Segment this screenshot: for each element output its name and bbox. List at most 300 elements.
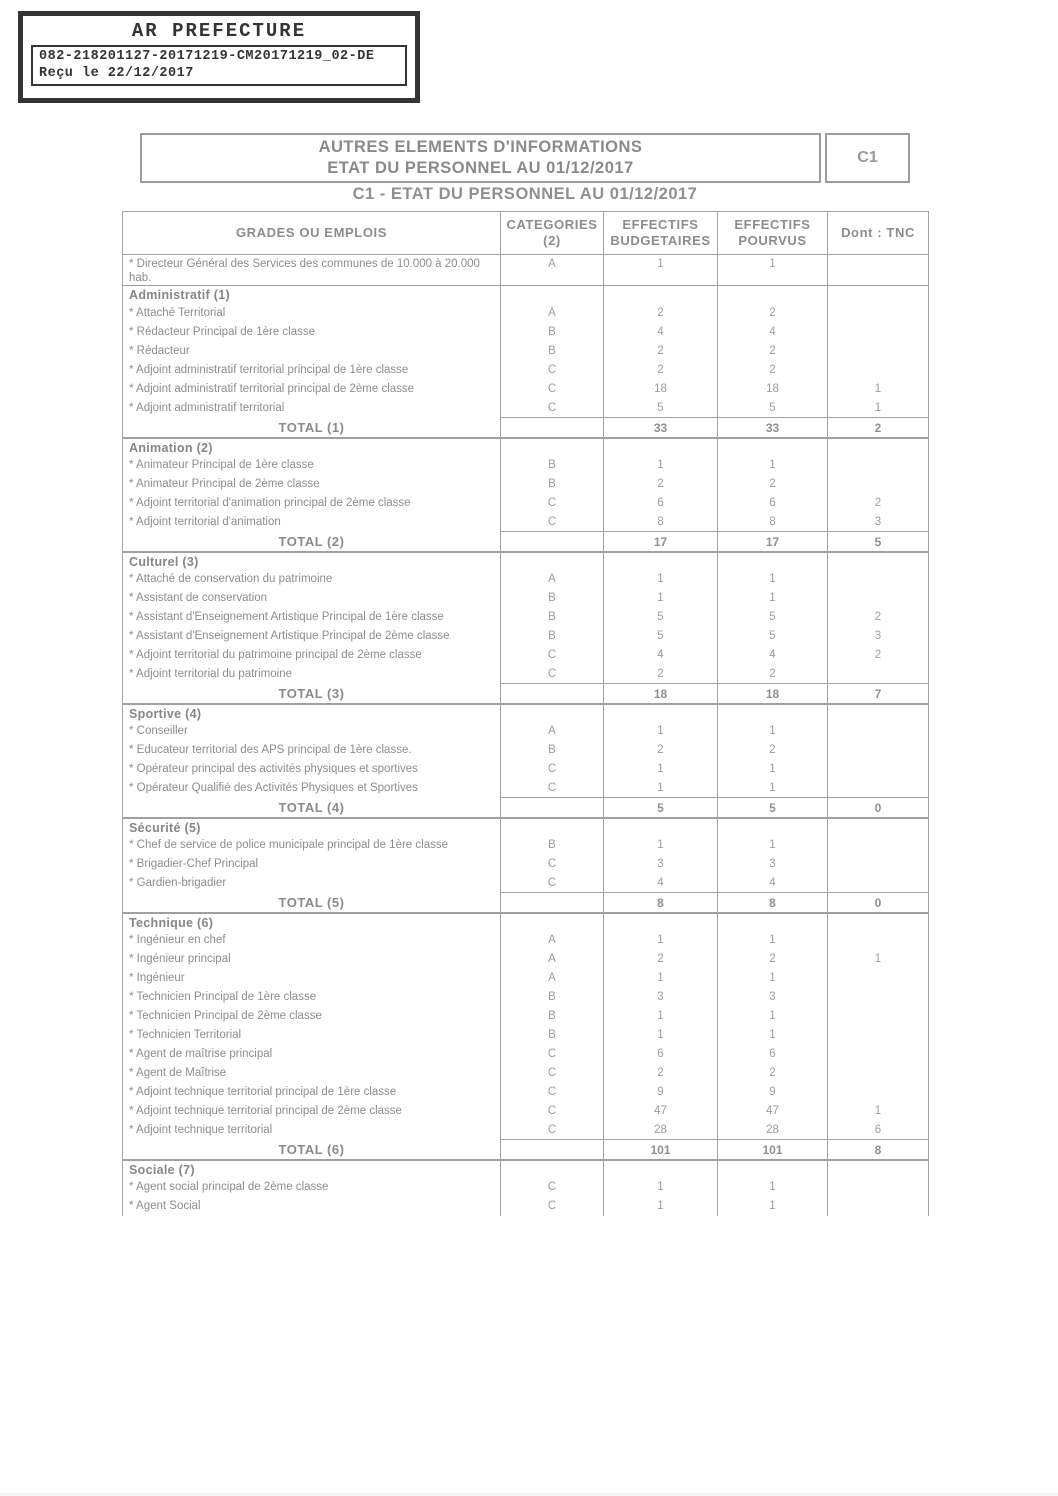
effectifs-budgetaires-value: 6 xyxy=(604,1045,718,1064)
category-value: A xyxy=(501,950,604,969)
empty-pourvus-cell xyxy=(718,438,828,456)
category-value: C xyxy=(501,646,604,665)
total-label: TOTAL (6) xyxy=(123,1140,501,1160)
category-value: C xyxy=(501,1197,604,1216)
effectifs-pourvus-value: 1 xyxy=(718,1197,828,1216)
category-value: C xyxy=(501,513,604,532)
grade-label: * Agent Social xyxy=(123,1197,501,1216)
grade-row xyxy=(123,646,929,665)
effectifs-pourvus-value: 2 xyxy=(718,665,828,684)
grade-row xyxy=(123,874,929,893)
personnel-table xyxy=(122,211,929,1216)
empty-pourvus-cell xyxy=(718,552,828,570)
grade-row xyxy=(123,1178,929,1197)
total-row xyxy=(123,418,929,438)
section-title: Administratif (1) xyxy=(123,286,501,304)
empty-pourvus-cell xyxy=(718,704,828,722)
effectifs-budgetaires-value: 1 xyxy=(604,589,718,608)
total-category-cell xyxy=(501,1140,604,1160)
grade-row xyxy=(123,627,929,646)
grade-label: * Adjoint technique territorial principal de 2ème classe xyxy=(123,1102,501,1121)
stamp-reference: 082-218201127-20171219-CM20171219_02-DE xyxy=(39,49,375,64)
grade-row xyxy=(123,779,929,798)
dont-tnc-value: 1 xyxy=(828,950,929,969)
grade-label: * Rédacteur xyxy=(123,342,501,361)
table-header-row xyxy=(123,212,929,255)
effectifs-budgetaires-value: 1 xyxy=(604,1197,718,1216)
total-budgetaires-value: 17 xyxy=(604,532,718,552)
total-category-cell xyxy=(501,684,604,704)
dont-tnc-value: 6 xyxy=(828,1121,929,1140)
dont-tnc-value xyxy=(828,665,929,684)
effectifs-pourvus-value: 5 xyxy=(718,399,828,418)
dont-tnc-value xyxy=(828,361,929,380)
category-value: C xyxy=(501,1178,604,1197)
empty-tnc-cell xyxy=(828,286,929,304)
grade-row xyxy=(123,475,929,494)
effectifs-budgetaires-value: 1 xyxy=(604,1007,718,1026)
dont-tnc-value xyxy=(828,1026,929,1045)
total-tnc-value: 0 xyxy=(828,798,929,818)
col-header-effectifs-budgetaires: EFFECTIFS BUDGETAIRES xyxy=(604,212,718,255)
category-value: A xyxy=(501,722,604,741)
total-label: TOTAL (3) xyxy=(123,684,501,704)
category-value: B xyxy=(501,988,604,1007)
section-title: Sociale (7) xyxy=(123,1160,501,1178)
grade-row xyxy=(123,988,929,1007)
total-row xyxy=(123,798,929,818)
effectifs-pourvus-value: 2 xyxy=(718,342,828,361)
effectifs-budgetaires-value: 3 xyxy=(604,855,718,874)
section-title: Sportive (4) xyxy=(123,704,501,722)
category-value: B xyxy=(501,1007,604,1026)
effectifs-pourvus-value: 1 xyxy=(718,931,828,950)
total-row xyxy=(123,893,929,913)
grade-row xyxy=(123,1197,929,1216)
section-title: Animation (2) xyxy=(123,438,501,456)
effectifs-pourvus-value: 1 xyxy=(718,760,828,779)
category-value: A xyxy=(501,304,604,323)
category-value: B xyxy=(501,475,604,494)
category-value: C xyxy=(501,361,604,380)
grade-row xyxy=(123,760,929,779)
effectifs-budgetaires-value: 5 xyxy=(604,399,718,418)
dont-tnc-value xyxy=(828,304,929,323)
effectifs-pourvus-value: 2 xyxy=(718,361,828,380)
grade-label: * Technicien Territorial xyxy=(123,1026,501,1045)
effectifs-budgetaires-value: 18 xyxy=(604,380,718,399)
grade-row xyxy=(123,589,929,608)
effectifs-budgetaires-value: 5 xyxy=(604,627,718,646)
effectifs-pourvus-value: 47 xyxy=(718,1102,828,1121)
empty-tnc-cell xyxy=(828,704,929,722)
total-label: TOTAL (1) xyxy=(123,418,501,438)
dont-tnc-value xyxy=(828,570,929,589)
effectifs-budgetaires-value: 1 xyxy=(604,1026,718,1045)
stamp-title: AR PREFECTURE xyxy=(131,20,307,42)
grade-label: * Adjoint territorial du patrimoine xyxy=(123,665,501,684)
grade-label: * Attaché Territorial xyxy=(123,304,501,323)
grade-label: * Assistant d'Enseignement Artistique Principal de 2ème classe xyxy=(123,627,501,646)
effectifs-pourvus-value: 1 xyxy=(718,779,828,798)
effectifs-budgetaires-value: 1 xyxy=(604,779,718,798)
effectifs-pourvus-value: 5 xyxy=(718,608,828,627)
dont-tnc-value: 1 xyxy=(828,1102,929,1121)
total-tnc-value: 0 xyxy=(828,893,929,913)
grade-label: * Adjoint territorial d'animation principal de 2ème classe xyxy=(123,494,501,513)
category-value: A xyxy=(501,570,604,589)
category-value: B xyxy=(501,627,604,646)
grade-label: * Adjoint administratif territorial xyxy=(123,399,501,418)
category-value: B xyxy=(501,342,604,361)
effectifs-budgetaires-value: 6 xyxy=(604,494,718,513)
dont-tnc-value: 3 xyxy=(828,627,929,646)
effectifs-pourvus-value: 1 xyxy=(718,1178,828,1197)
category-value: C xyxy=(501,1102,604,1121)
dont-tnc-value: 2 xyxy=(828,646,929,665)
category-value: A xyxy=(501,931,604,950)
effectifs-pourvus-value: 4 xyxy=(718,646,828,665)
category-value: B xyxy=(501,456,604,475)
category-value: C xyxy=(501,760,604,779)
dont-tnc-value xyxy=(828,1083,929,1102)
total-tnc-value: 2 xyxy=(828,418,929,438)
effectifs-budgetaires-value: 1 xyxy=(604,969,718,988)
effectifs-budgetaires-value: 1 xyxy=(604,931,718,950)
dont-tnc-value xyxy=(828,1064,929,1083)
grade-label: * Attaché de conservation du patrimoine xyxy=(123,570,501,589)
total-category-cell xyxy=(501,893,604,913)
effectifs-pourvus-value: 2 xyxy=(718,741,828,760)
dont-tnc-value xyxy=(828,255,929,286)
grade-label: * Brigadier-Chef Principal xyxy=(123,855,501,874)
effectifs-pourvus-value: 4 xyxy=(718,874,828,893)
dont-tnc-value xyxy=(828,988,929,1007)
grade-row xyxy=(123,1121,929,1140)
empty-pourvus-cell xyxy=(718,818,828,836)
empty-category-cell xyxy=(501,552,604,570)
total-label: TOTAL (4) xyxy=(123,798,501,818)
form-code-box: C1 xyxy=(825,133,910,183)
grade-label: * Adjoint administratif territorial principal de 1ère classe xyxy=(123,361,501,380)
empty-tnc-cell xyxy=(828,552,929,570)
empty-pourvus-cell xyxy=(718,913,828,931)
total-tnc-value: 8 xyxy=(828,1140,929,1160)
section-header-row xyxy=(123,286,929,304)
total-pourvus-value: 101 xyxy=(718,1140,828,1160)
grade-row xyxy=(123,380,929,399)
empty-category-cell xyxy=(501,818,604,836)
empty-tnc-cell xyxy=(828,1160,929,1178)
grade-row xyxy=(123,513,929,532)
category-value: A xyxy=(501,255,604,286)
empty-category-cell xyxy=(501,913,604,931)
dont-tnc-value xyxy=(828,475,929,494)
empty-budgetaires-cell xyxy=(604,704,718,722)
effectifs-budgetaires-value: 2 xyxy=(604,475,718,494)
effectifs-pourvus-value: 3 xyxy=(718,988,828,1007)
category-value: B xyxy=(501,323,604,342)
effectifs-budgetaires-value: 28 xyxy=(604,1121,718,1140)
category-value: C xyxy=(501,1121,604,1140)
effectifs-budgetaires-value: 2 xyxy=(604,950,718,969)
effectifs-budgetaires-value: 8 xyxy=(604,513,718,532)
dont-tnc-value xyxy=(828,589,929,608)
effectifs-pourvus-value: 5 xyxy=(718,627,828,646)
effectifs-budgetaires-value: 1 xyxy=(604,456,718,475)
category-value: C xyxy=(501,1045,604,1064)
grade-label: * Adjoint territorial d'animation xyxy=(123,513,501,532)
grade-label: * Directeur Général des Services des communes de 10.000 à 20.000 hab. xyxy=(123,255,501,286)
document-title-box xyxy=(140,133,821,183)
section-header-row xyxy=(123,704,929,722)
dont-tnc-value xyxy=(828,1007,929,1026)
grade-row xyxy=(123,950,929,969)
effectifs-pourvus-value: 1 xyxy=(718,1007,828,1026)
grade-label: * Opérateur principal des activités physiques et sportives xyxy=(123,760,501,779)
grade-label: * Assistant d'Enseignement Artistique Principal de 1ère classe xyxy=(123,608,501,627)
effectifs-pourvus-value: 8 xyxy=(718,513,828,532)
effectifs-pourvus-value: 2 xyxy=(718,475,828,494)
section-header-row xyxy=(123,818,929,836)
table-header xyxy=(123,212,929,255)
grade-label: * Conseiller xyxy=(123,722,501,741)
grade-label: * Ingénieur xyxy=(123,969,501,988)
dont-tnc-value xyxy=(828,779,929,798)
document-title-line1: AUTRES ELEMENTS D'INFORMATIONS xyxy=(318,138,643,156)
effectifs-pourvus-value: 4 xyxy=(718,323,828,342)
col-header-grades: GRADES OU EMPLOIS xyxy=(123,212,501,255)
grade-row xyxy=(123,570,929,589)
effectifs-pourvus-value: 2 xyxy=(718,1064,828,1083)
total-tnc-value: 7 xyxy=(828,684,929,704)
grade-label: * Gardien-brigadier xyxy=(123,874,501,893)
effectifs-budgetaires-value: 1 xyxy=(604,760,718,779)
effectifs-pourvus-value: 2 xyxy=(718,950,828,969)
effectifs-budgetaires-value: 1 xyxy=(604,570,718,589)
section-title: Technique (6) xyxy=(123,913,501,931)
total-category-cell xyxy=(501,532,604,552)
empty-budgetaires-cell xyxy=(604,913,718,931)
effectifs-pourvus-value: 6 xyxy=(718,494,828,513)
grade-row xyxy=(123,1045,929,1064)
total-pourvus-value: 8 xyxy=(718,893,828,913)
stamp-inner-box xyxy=(31,45,407,86)
grade-row xyxy=(123,456,929,475)
category-value: C xyxy=(501,1064,604,1083)
effectifs-budgetaires-value: 2 xyxy=(604,741,718,760)
category-value: C xyxy=(501,874,604,893)
col-header-dont-tnc: Dont : TNC xyxy=(828,212,929,255)
grade-label: * Agent de Maîtrise xyxy=(123,1064,501,1083)
grade-label: * Assistant de conservation xyxy=(123,589,501,608)
category-value: B xyxy=(501,1026,604,1045)
category-value: B xyxy=(501,741,604,760)
dont-tnc-value xyxy=(828,760,929,779)
grade-label: * Technicien Principal de 2ème classe xyxy=(123,1007,501,1026)
total-tnc-value: 5 xyxy=(828,532,929,552)
category-value: A xyxy=(501,969,604,988)
grade-row xyxy=(123,969,929,988)
effectifs-pourvus-value: 3 xyxy=(718,855,828,874)
effectifs-budgetaires-value: 2 xyxy=(604,665,718,684)
dont-tnc-value: 2 xyxy=(828,608,929,627)
section-title: Sécurité (5) xyxy=(123,818,501,836)
effectifs-pourvus-value: 1 xyxy=(718,255,828,286)
effectifs-pourvus-value: 6 xyxy=(718,1045,828,1064)
document-title-line2: ETAT DU PERSONNEL AU 01/12/2017 xyxy=(327,159,634,177)
section-title: Culturel (3) xyxy=(123,552,501,570)
effectifs-budgetaires-value: 2 xyxy=(604,361,718,380)
total-budgetaires-value: 101 xyxy=(604,1140,718,1160)
empty-budgetaires-cell xyxy=(604,286,718,304)
effectifs-pourvus-value: 28 xyxy=(718,1121,828,1140)
grade-label: * Ingénieur en chef xyxy=(123,931,501,950)
grade-label: * Technicien Principal de 1ère classe xyxy=(123,988,501,1007)
grade-label: * Opérateur Qualifié des Activités Physiques et Sportives xyxy=(123,779,501,798)
grade-row xyxy=(123,741,929,760)
grade-row xyxy=(123,1026,929,1045)
empty-pourvus-cell xyxy=(718,286,828,304)
total-budgetaires-value: 8 xyxy=(604,893,718,913)
effectifs-budgetaires-value: 9 xyxy=(604,1083,718,1102)
empty-category-cell xyxy=(501,438,604,456)
effectifs-pourvus-value: 1 xyxy=(718,969,828,988)
empty-category-cell xyxy=(501,286,604,304)
empty-budgetaires-cell xyxy=(604,552,718,570)
grade-row xyxy=(123,1102,929,1121)
dont-tnc-value xyxy=(828,836,929,855)
dont-tnc-value: 3 xyxy=(828,513,929,532)
dont-tnc-value xyxy=(828,342,929,361)
section-header-row xyxy=(123,438,929,456)
effectifs-pourvus-value: 1 xyxy=(718,722,828,741)
effectifs-budgetaires-value: 1 xyxy=(604,1178,718,1197)
grade-label: * Rédacteur Principal de 1ère classe xyxy=(123,323,501,342)
dont-tnc-value xyxy=(828,969,929,988)
prefecture-stamp xyxy=(18,11,420,103)
category-value: B xyxy=(501,589,604,608)
category-value: C xyxy=(501,399,604,418)
grade-row xyxy=(123,494,929,513)
dont-tnc-value xyxy=(828,456,929,475)
category-value: C xyxy=(501,855,604,874)
category-value: C xyxy=(501,665,604,684)
category-value: B xyxy=(501,608,604,627)
empty-pourvus-cell xyxy=(718,1160,828,1178)
grade-row xyxy=(123,855,929,874)
grade-row xyxy=(123,1007,929,1026)
grade-row xyxy=(123,399,929,418)
effectifs-budgetaires-value: 1 xyxy=(604,255,718,286)
dont-tnc-value xyxy=(828,855,929,874)
dont-tnc-value xyxy=(828,1178,929,1197)
dont-tnc-value: 1 xyxy=(828,380,929,399)
grade-label: * Animateur Principal de 2ème classe xyxy=(123,475,501,494)
effectifs-budgetaires-value: 3 xyxy=(604,988,718,1007)
category-value: C xyxy=(501,1083,604,1102)
grade-row xyxy=(123,342,929,361)
total-row xyxy=(123,1140,929,1160)
total-budgetaires-value: 5 xyxy=(604,798,718,818)
empty-budgetaires-cell xyxy=(604,438,718,456)
effectifs-pourvus-value: 1 xyxy=(718,1026,828,1045)
empty-category-cell xyxy=(501,1160,604,1178)
effectifs-budgetaires-value: 4 xyxy=(604,323,718,342)
effectifs-pourvus-value: 1 xyxy=(718,570,828,589)
total-label: TOTAL (5) xyxy=(123,893,501,913)
category-value: C xyxy=(501,380,604,399)
col-header-effectifs-pourvus: EFFECTIFS POURVUS xyxy=(718,212,828,255)
dont-tnc-value xyxy=(828,741,929,760)
effectifs-pourvus-value: 9 xyxy=(718,1083,828,1102)
effectifs-budgetaires-value: 2 xyxy=(604,1064,718,1083)
grade-label: * Adjoint technique territorial xyxy=(123,1121,501,1140)
total-pourvus-value: 5 xyxy=(718,798,828,818)
effectifs-budgetaires-value: 4 xyxy=(604,646,718,665)
grade-row xyxy=(123,1083,929,1102)
section-header-row xyxy=(123,913,929,931)
grade-label: * Adjoint territorial du patrimoine principal de 2ème classe xyxy=(123,646,501,665)
grade-row xyxy=(123,665,929,684)
category-value: B xyxy=(501,836,604,855)
grade-row xyxy=(123,304,929,323)
col-header-categories: CATEGORIES (2) xyxy=(501,212,604,255)
dont-tnc-value xyxy=(828,931,929,950)
dont-tnc-value xyxy=(828,1045,929,1064)
total-budgetaires-value: 33 xyxy=(604,418,718,438)
grade-row xyxy=(123,361,929,380)
effectifs-pourvus-value: 1 xyxy=(718,589,828,608)
empty-tnc-cell xyxy=(828,913,929,931)
total-category-cell xyxy=(501,798,604,818)
empty-category-cell xyxy=(501,704,604,722)
grade-label: * Adjoint technique territorial principal de 1ère classe xyxy=(123,1083,501,1102)
effectifs-budgetaires-value: 5 xyxy=(604,608,718,627)
dont-tnc-value: 1 xyxy=(828,399,929,418)
effectifs-budgetaires-value: 2 xyxy=(604,304,718,323)
grade-row xyxy=(123,608,929,627)
total-pourvus-value: 18 xyxy=(718,684,828,704)
dont-tnc-value xyxy=(828,323,929,342)
effectifs-pourvus-value: 1 xyxy=(718,836,828,855)
empty-tnc-cell xyxy=(828,818,929,836)
grade-label: * Animateur Principal de 1ère classe xyxy=(123,456,501,475)
empty-budgetaires-cell xyxy=(604,1160,718,1178)
stamp-received-date: Reçu le 22/12/2017 xyxy=(39,66,194,81)
grade-row xyxy=(123,836,929,855)
total-pourvus-value: 17 xyxy=(718,532,828,552)
grade-row xyxy=(123,931,929,950)
table-subtitle: C1 - ETAT DU PERSONNEL AU 01/12/2017 xyxy=(352,185,698,203)
total-row xyxy=(123,684,929,704)
grade-label: * Adjoint administratif territorial principal de 2ème classe xyxy=(123,380,501,399)
grade-label: * Chef de service de police municipale principal de 1ère classe xyxy=(123,836,501,855)
effectifs-budgetaires-value: 47 xyxy=(604,1102,718,1121)
total-row xyxy=(123,532,929,552)
dont-tnc-value xyxy=(828,722,929,741)
effectifs-pourvus-value: 2 xyxy=(718,304,828,323)
section-header-row xyxy=(123,552,929,570)
dont-tnc-value xyxy=(828,1197,929,1216)
grade-row xyxy=(123,722,929,741)
grade-label: * Agent de maîtrise principal xyxy=(123,1045,501,1064)
grade-row xyxy=(123,323,929,342)
category-value: C xyxy=(501,779,604,798)
category-value: C xyxy=(501,494,604,513)
grade-row xyxy=(123,1064,929,1083)
dont-tnc-value: 2 xyxy=(828,494,929,513)
